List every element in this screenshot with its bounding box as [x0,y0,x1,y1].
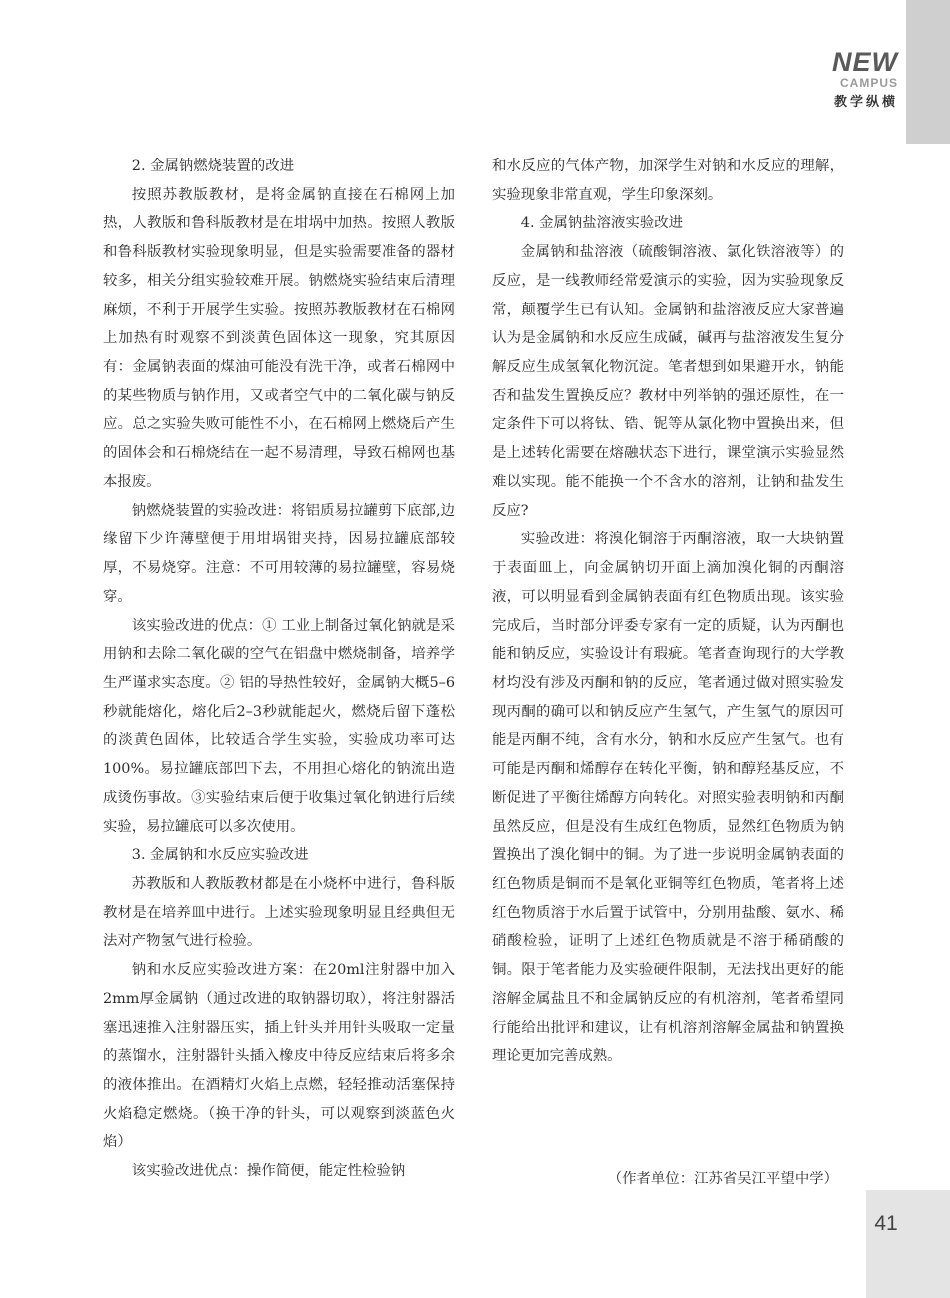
paragraph: 苏教版和人教版教材都是在小烧杯中进行，鲁科版教材是在培养皿中进行。上述实验现象明显且经典但无法对产物氢气进行检验。 [103,875,455,950]
right-column [492,152,844,1071]
section-title: 教学纵横 [833,94,898,109]
heading-sodium-water: 3. 金属钠和水反应实验改进 [131,847,309,864]
heading-sodium-salt-solution: 4. 金属钠盐溶液实验改进 [520,215,684,232]
section-brand [832,48,898,112]
paragraph: 按照苏教版教材，是将金属钠直接在石棉网上加热，人教版和鲁科版教材是在坩埚中加热。按照人教版和鲁科版教材实验现象明显，但是实验需要准备的器材较多，相关分组实验较难开展。钠燃烧实验结束后清理麻烦，不利于开展学生实验。按照苏教版教材在石棉网上加热有时观察不到淡黄色固体这一现象，究其原因有：金属钠表面的煤油可能没有洗干净，或者石棉网中的某些物质与钠作用，又或者空气中的二氧化碳与钠反应。总之实验失败可能性不小，在石棉网上燃烧后产生的固体会和石棉烧结在一起不易清理，导致石棉网也基本报废。 [103,186,455,490]
brand-campus-logo: CAMPUS [839,76,898,90]
section-side-tab [906,0,950,144]
page-number-strip [866,1190,950,1298]
paragraph: 该实验改进的优点：① 工业上制备过氧化钠就是采用钠和去除二氧化碳的空气在铝盘中燃烧制备，培养学生严谨求实态度。② 铝的导热性较好，金属钠大概5–6秒就能熔化，熔化后2–3秒就能起火，燃烧后留下蓬松的淡黄色固体，比较适合学生实验，实验成功率可达100%。易拉罐底部凹下去，不用担心熔化的钠流出造成烫伤事故。③实验结束后便于收集过氧化钠进行后续实验，易拉罐底可以多次使用。 [103,617,455,835]
paragraph: 钠燃烧装置的实验改进：将铝质易拉罐剪下底部,边缘留下少许薄壁便于用坩埚钳夹持，因易拉罐底部较厚，不易烧穿。注意：不可用较薄的易拉罐壁，容易烧穿。 [103,502,455,605]
paragraph: 该实验改进优点：操作简便，能定性检验钠 [131,1163,406,1180]
paragraph: 金属钠和盐溶液（硫酸铜溶液、氯化铁溶液等）的反应，是一线教师经常爱演示的实验，因为实验现象反常，颠覆学生已有认知。金属钠和盐溶液反应大家普遍认为是金属钠和水反应生成碱，碱再与盐溶液发生复分解反应生成氢氧化物沉淀。笔者想到如果避开水，钠能否和盐发生置换反应？教材中列举钠的强还原性，在一定条件下可以将钛、锆、铌等从氯化物中置换出来，但是上述转化需要在熔融状态下进行，课堂演示实验显然难以实现。能不能换一个不含水的溶剂，让钠和盐发生反应? [492,244,844,519]
paragraph: 钠和水反应实验改进方案：在20ml注射器中加入2mm厚金属钠（通过改进的取钠器切取），将注射器活塞迅速推入注射器压实，插上针头并用针头吸取一定量的蒸馏水，注射器针头插入橡皮中待反应结束后将多余的液体推出。在酒精灯火焰上点燃，轻轻推动活塞保持火焰稳定燃烧。（换干净的针头，可以观察到淡蓝色火焰） [103,962,455,1151]
heading-sodium-combustion: 2. 金属钠燃烧装置的改进 [131,158,295,174]
paragraph: 实验改进：将溴化铜溶于丙酮溶液，取一大块钠置于表面皿上，向金属钠切开面上滴加溴化铜的丙酮溶液，可以明显看到金属钠表面有红色物质出现。该实验完成后，当时部分评委专家有一定的质疑，认为丙酮也能和钠反应，实验设计有瑕疵。笔者查询现行的大学教材均没有涉及丙酮和钠的反应，笔者通过做对照实验发现丙酮的确可以和钠反应产生氢气，产生氢气的原因可能是丙酮不纯，含有水分，钠和水反应产生氢气。也有可能是丙酮和烯醇存在转化平衡，钠和醇羟基反应，不断促进了平衡往烯醇方向转化。对照实验表明钠和丙酮虽然反应，但是没有生成红色物质，显然红色物质为钠置换出了溴化铜中的铜。为了进一步说明金属钠表面的红色物质是铜而不是氧化亚铜等红色物质，笔者将上述红色物质溶于水后置于试管中，分别用盐酸、氨水、稀硝酸检验，证明了上述红色物质就是不溶于稀硝酸的铜。限于笔者能力及实验硬件限制，无法找出更好的能溶解金属盐且不和金属钠反应的有机溶剂，笔者希望同行能给出批评和建议，让有机溶剂溶解金属盐和钠置换理论更加完善成熟。 [492,531,844,1065]
page-number: 41 [874,1212,898,1235]
author-affiliation: （作者单位：江苏省吴江平望中学） [607,1171,838,1187]
brand-new-logo: NEW [832,47,898,77]
left-column [103,152,455,1186]
paragraph-continued: 和水反应的气体产物，加深学生对钠和水反应的理解，实验现象非常直观，学生印象深刻。 [492,158,844,203]
